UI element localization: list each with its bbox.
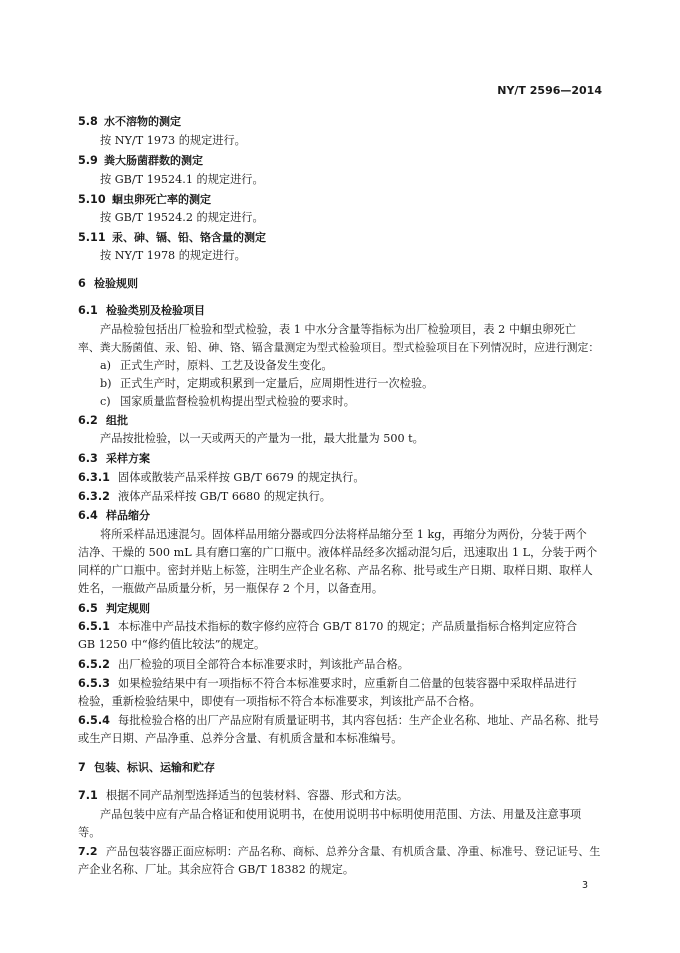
list-item (100, 376, 433, 392)
body-line: 按 GB/T 19524.1 的规定进行。 (100, 173, 264, 186)
standard-number-header: NY/T 2596—2014 (497, 84, 602, 97)
clause-number: 6.5.4 (78, 714, 110, 727)
clause-6-5-4 (78, 713, 599, 729)
body-line: 洁净、干燥的 500 mL 具有磨口塞的广口瓶中。液体样品经多次摇动混匀后，迅速取出 1 L，分装于两个 (78, 546, 598, 559)
list-text: 正式生产时，原料、工艺及设备发生变化。 (120, 359, 333, 372)
list-marker: a) (100, 359, 112, 372)
body-line: 同样的广口瓶中。密封并贴上标签，注明生产企业名称、产品名称、批号或生产日期、取样日期、取样人 (78, 564, 593, 577)
clause-text: 每批检验合格的出厂产品应附有质量证明书，其内容包括：生产企业名称、地址、产品名称、批号 (118, 714, 600, 727)
page-number: 3 (581, 880, 588, 891)
clause-6-4-heading (78, 508, 150, 524)
clause-number: 6.4 (78, 509, 98, 522)
section-title: 包装、标识、运输和贮存 (94, 761, 215, 774)
clause-number: 6.5.2 (78, 658, 110, 671)
list-marker: c) (100, 395, 111, 408)
clause-title: 汞、砷、镉、铅、铬含量的测定 (112, 231, 266, 244)
clause-title: 样品缩分 (106, 509, 150, 522)
clause-6-3-2 (78, 489, 331, 505)
body-line: 按 NY/T 1978 的规定进行。 (100, 249, 246, 262)
clause-number: 5.11 (78, 231, 106, 244)
clause-number: 6.5.3 (78, 677, 110, 690)
body-line: 产品按批检验，以一天或两天的产量为一批，最大批量为 500 t。 (100, 432, 424, 445)
section-7-heading (78, 760, 215, 776)
clause-title: 检验类别及检验项目 (106, 304, 205, 317)
clause-6-3-heading (78, 451, 150, 467)
body-line: 产企业名称、厂址。其余应符合 GB/T 18382 的规定。 (78, 863, 355, 876)
clause-number: 6.2 (78, 414, 98, 427)
clause-6-5-3 (78, 676, 577, 692)
clause-text: 本标准中产品技术指标的数字修约应符合 GB/T 8170 的规定；产品质量指标合格判定应符合 (118, 620, 578, 633)
clause-text: 如果检验结果中有一项指标不符合本标准要求时，应重新自二倍量的包装容器中采取样品进行 (118, 677, 577, 690)
clause-text: 产品包装容器正面应标明：产品名称、商标、总养分含量、有机质含量、净重、标准号、登记证号、生 (106, 845, 601, 858)
clause-5-11-heading (78, 230, 266, 246)
clause-7-1 (78, 788, 408, 804)
body-line: 率、粪大肠菌值、汞、铅、砷、铬、镉含量测定为型式检验项目。型式检验项目在下列情况时，应进行测定： (78, 341, 600, 354)
body-line: 按 NY/T 1973 的规定进行。 (100, 134, 246, 147)
body-line: 姓名，一瓶做产品质量分析，另一瓶保存 2 个月，以备查用。 (78, 582, 384, 595)
clause-number: 5.10 (78, 193, 106, 206)
clause-6-3-1 (78, 470, 365, 486)
body-line: 检验，重新检验结果中，即使有一项指标不符合本标准要求，判该批产品不合格。 (78, 695, 481, 708)
list-text: 正式生产时，定期或积累到一定量后，应周期性进行一次检验。 (120, 377, 434, 390)
clause-text: 固体或散装产品采样按 GB/T 6679 的规定执行。 (118, 471, 365, 484)
clause-number: 6.3.1 (78, 471, 110, 484)
clause-5-8-heading (78, 114, 181, 130)
section-6-heading (78, 276, 138, 292)
clause-number: 6.3.2 (78, 490, 110, 503)
body-line: 或生产日期、产品净重、总养分含量、有机质含量和本标准编号。 (78, 732, 403, 745)
clause-number: 5.8 (78, 115, 98, 128)
list-item (100, 394, 355, 410)
clause-5-9-heading (78, 153, 203, 169)
clause-text: 液体产品采样按 GB/T 6680 的规定执行。 (118, 490, 331, 503)
clause-title: 采样方案 (106, 452, 150, 465)
body-line: 产品检验包括出厂检验和型式检验，表 1 中水分含量等指标为出厂检验项目，表 2 中蛔虫卵死亡 (100, 323, 576, 336)
section-title: 检验规则 (94, 277, 138, 290)
clause-number: 6.5.1 (78, 620, 110, 633)
clause-title: 蛔虫卵死亡率的测定 (112, 193, 211, 206)
clause-6-5-2 (78, 657, 409, 673)
clause-title: 判定规则 (106, 602, 150, 615)
clause-number: 6.1 (78, 304, 98, 317)
list-text: 国家质量监督检验机构提出型式检验的要求时。 (120, 395, 355, 408)
clause-number: 7.2 (78, 845, 98, 858)
clause-title: 水不溶物的测定 (104, 115, 181, 128)
clause-7-2 (78, 844, 600, 860)
clause-6-5-heading (78, 601, 150, 617)
clause-number: 7.1 (78, 789, 98, 802)
body-line: 等。 (78, 826, 101, 839)
clause-title: 粪大肠菌群数的测定 (104, 154, 203, 167)
clause-number: 6.3 (78, 452, 98, 465)
list-item (100, 358, 333, 374)
section-number: 7 (78, 761, 86, 774)
clause-number: 5.9 (78, 154, 98, 167)
clause-title: 组批 (106, 414, 128, 427)
clause-6-5-1 (78, 619, 577, 635)
clause-number: 6.5 (78, 602, 98, 615)
clause-6-2-heading (78, 413, 128, 429)
clause-5-10-heading (78, 192, 211, 208)
clause-text: 出厂检验的项目全部符合本标准要求时，判该批产品合格。 (118, 658, 409, 671)
body-line: 产品包装中应有产品合格证和使用说明书，在使用说明书中标明使用范围、方法、用量及注意事项 (100, 808, 582, 821)
body-line: 将所采样品迅速混匀。固体样品用缩分器或四分法将样品缩分至 1 kg，再缩分为两份，分装于两个 (100, 528, 587, 541)
body-line: 按 GB/T 19524.2 的规定进行。 (100, 211, 264, 224)
section-number: 6 (78, 277, 86, 290)
clause-6-1-heading (78, 303, 205, 319)
list-marker: b) (100, 377, 112, 390)
clause-text: 根据不同产品剂型选择适当的包装材料、容器、形式和方法。 (106, 789, 409, 802)
body-line: GB 1250 中“修约值比较法”的规定。 (78, 638, 266, 651)
